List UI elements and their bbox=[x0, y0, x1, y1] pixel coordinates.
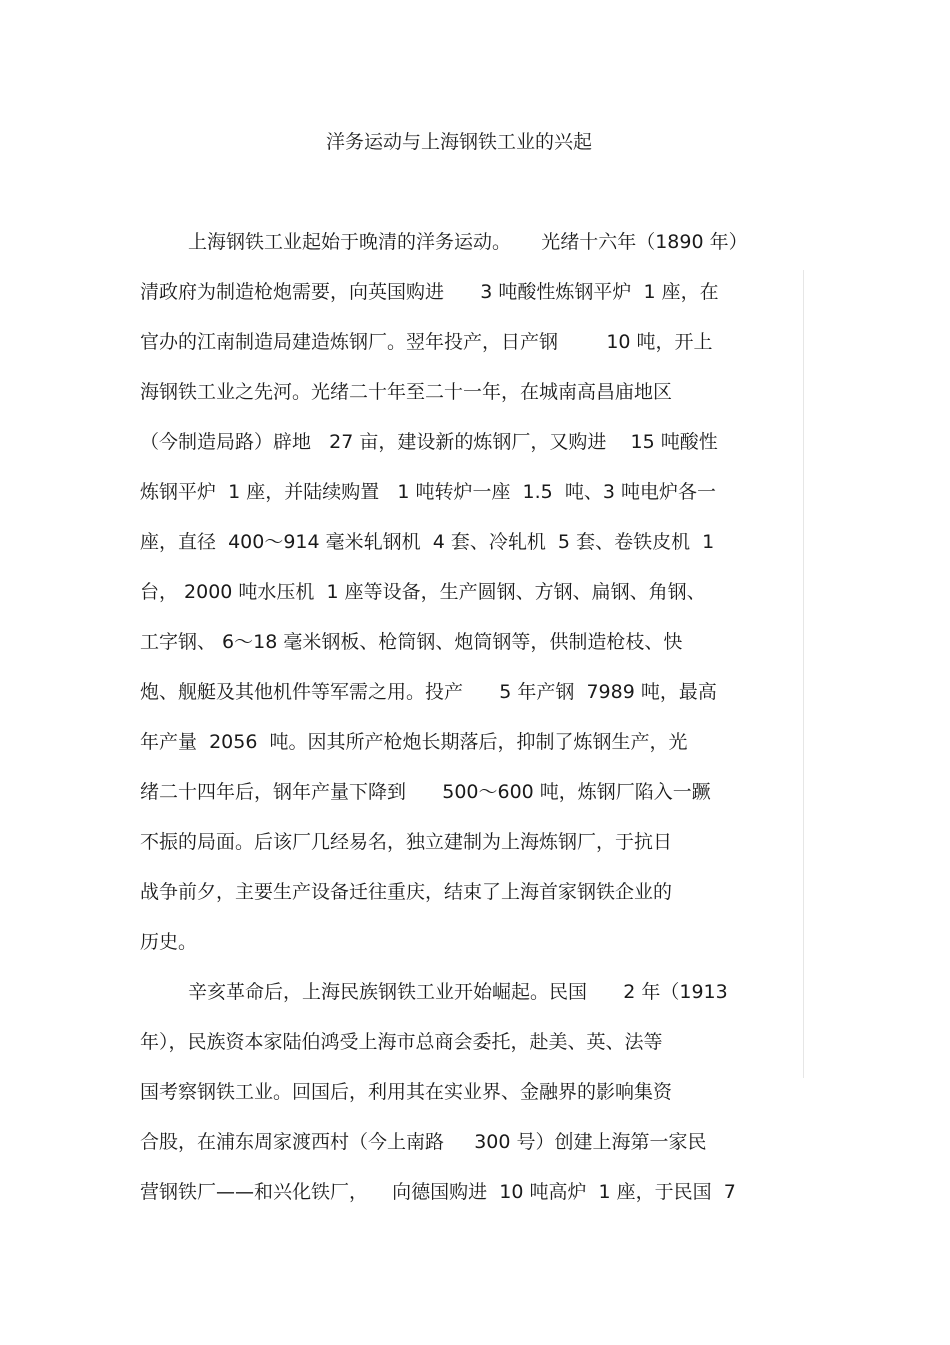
text-line: 年产量 2056 吨。因其所产枪炮长期落后，抑制了炼钢生产，光 bbox=[140, 731, 688, 753]
text-line: 历史。 bbox=[140, 931, 198, 953]
document-title: 洋务运动与上海钢铁工业的兴起 bbox=[325, 131, 592, 153]
text-line: 炮、舰艇及其他机件等军需之用。投产 5 年产钢 7989 吨，最高 bbox=[140, 681, 717, 703]
text-line: 绪二十四年后，钢年产量下降到 500～600 吨，炼钢厂陷入一蹶 bbox=[140, 781, 711, 803]
text-line: 不振的局面。后该厂几经易名，独立建制为上海炼钢厂，于抗日 bbox=[140, 831, 673, 853]
text-line: 年），民族资本家陆伯鸿受上海市总商会委托，赴美、英、法等 bbox=[140, 1031, 663, 1053]
text-line: （今制造局路）辟地 27 亩，建设新的炼钢厂，又购进 15 吨酸性 bbox=[140, 431, 718, 453]
text-line: 炼钢平炉 1 座，并陆续购置 1 吨转炉一座 1.5 吨、3 吨电炉各一 bbox=[140, 481, 716, 503]
text-line: 合股，在浦东周家渡西村（今上南路 300 号）创建上海第一家民 bbox=[140, 1131, 707, 1153]
text-line: 辛亥革命后，上海民族钢铁工业开始崛起。民国 2 年（1913 bbox=[188, 981, 728, 1003]
text-line: 营钢铁厂——和兴化铁厂， 向德国购进 10 吨高炉 1 座，于民国 7 bbox=[140, 1181, 736, 1203]
text-line: 战争前夕，主要生产设备迁往重庆，结束了上海首家钢铁企业的 bbox=[140, 881, 673, 903]
text-line: 上海钢铁工业起始于晚清的洋务运动。 光绪十六年（1890 年） bbox=[188, 231, 748, 253]
text-line: 国考察钢铁工业。回国后，利用其在实业界、金融界的影响集资 bbox=[140, 1081, 673, 1103]
text-line: 海钢铁工业之先河。光绪二十年至二十一年，在城南高昌庙地区 bbox=[140, 381, 673, 403]
text-line: 工字钢、 6～18 毫米钢板、枪筒钢、炮筒钢等，供制造枪枝、快 bbox=[140, 631, 683, 653]
document-body bbox=[140, 222, 820, 1222]
text-line: 官办的江南制造局建造炼钢厂。翌年投产，日产钢 10 吨，开上 bbox=[140, 331, 713, 353]
text-line: 座，直径 400～914 毫米轧钢机 4 套、冷轧机 5 套、卷铁皮机 1 bbox=[140, 531, 715, 553]
text-line: 清政府为制造枪炮需要，向英国购进 3 吨酸性炼钢平炉 1 座，在 bbox=[140, 281, 719, 303]
text-line: 台， 2000 吨水压机 1 座等设备，生产圆钢、方钢、扁钢、角钢、 bbox=[140, 581, 706, 603]
